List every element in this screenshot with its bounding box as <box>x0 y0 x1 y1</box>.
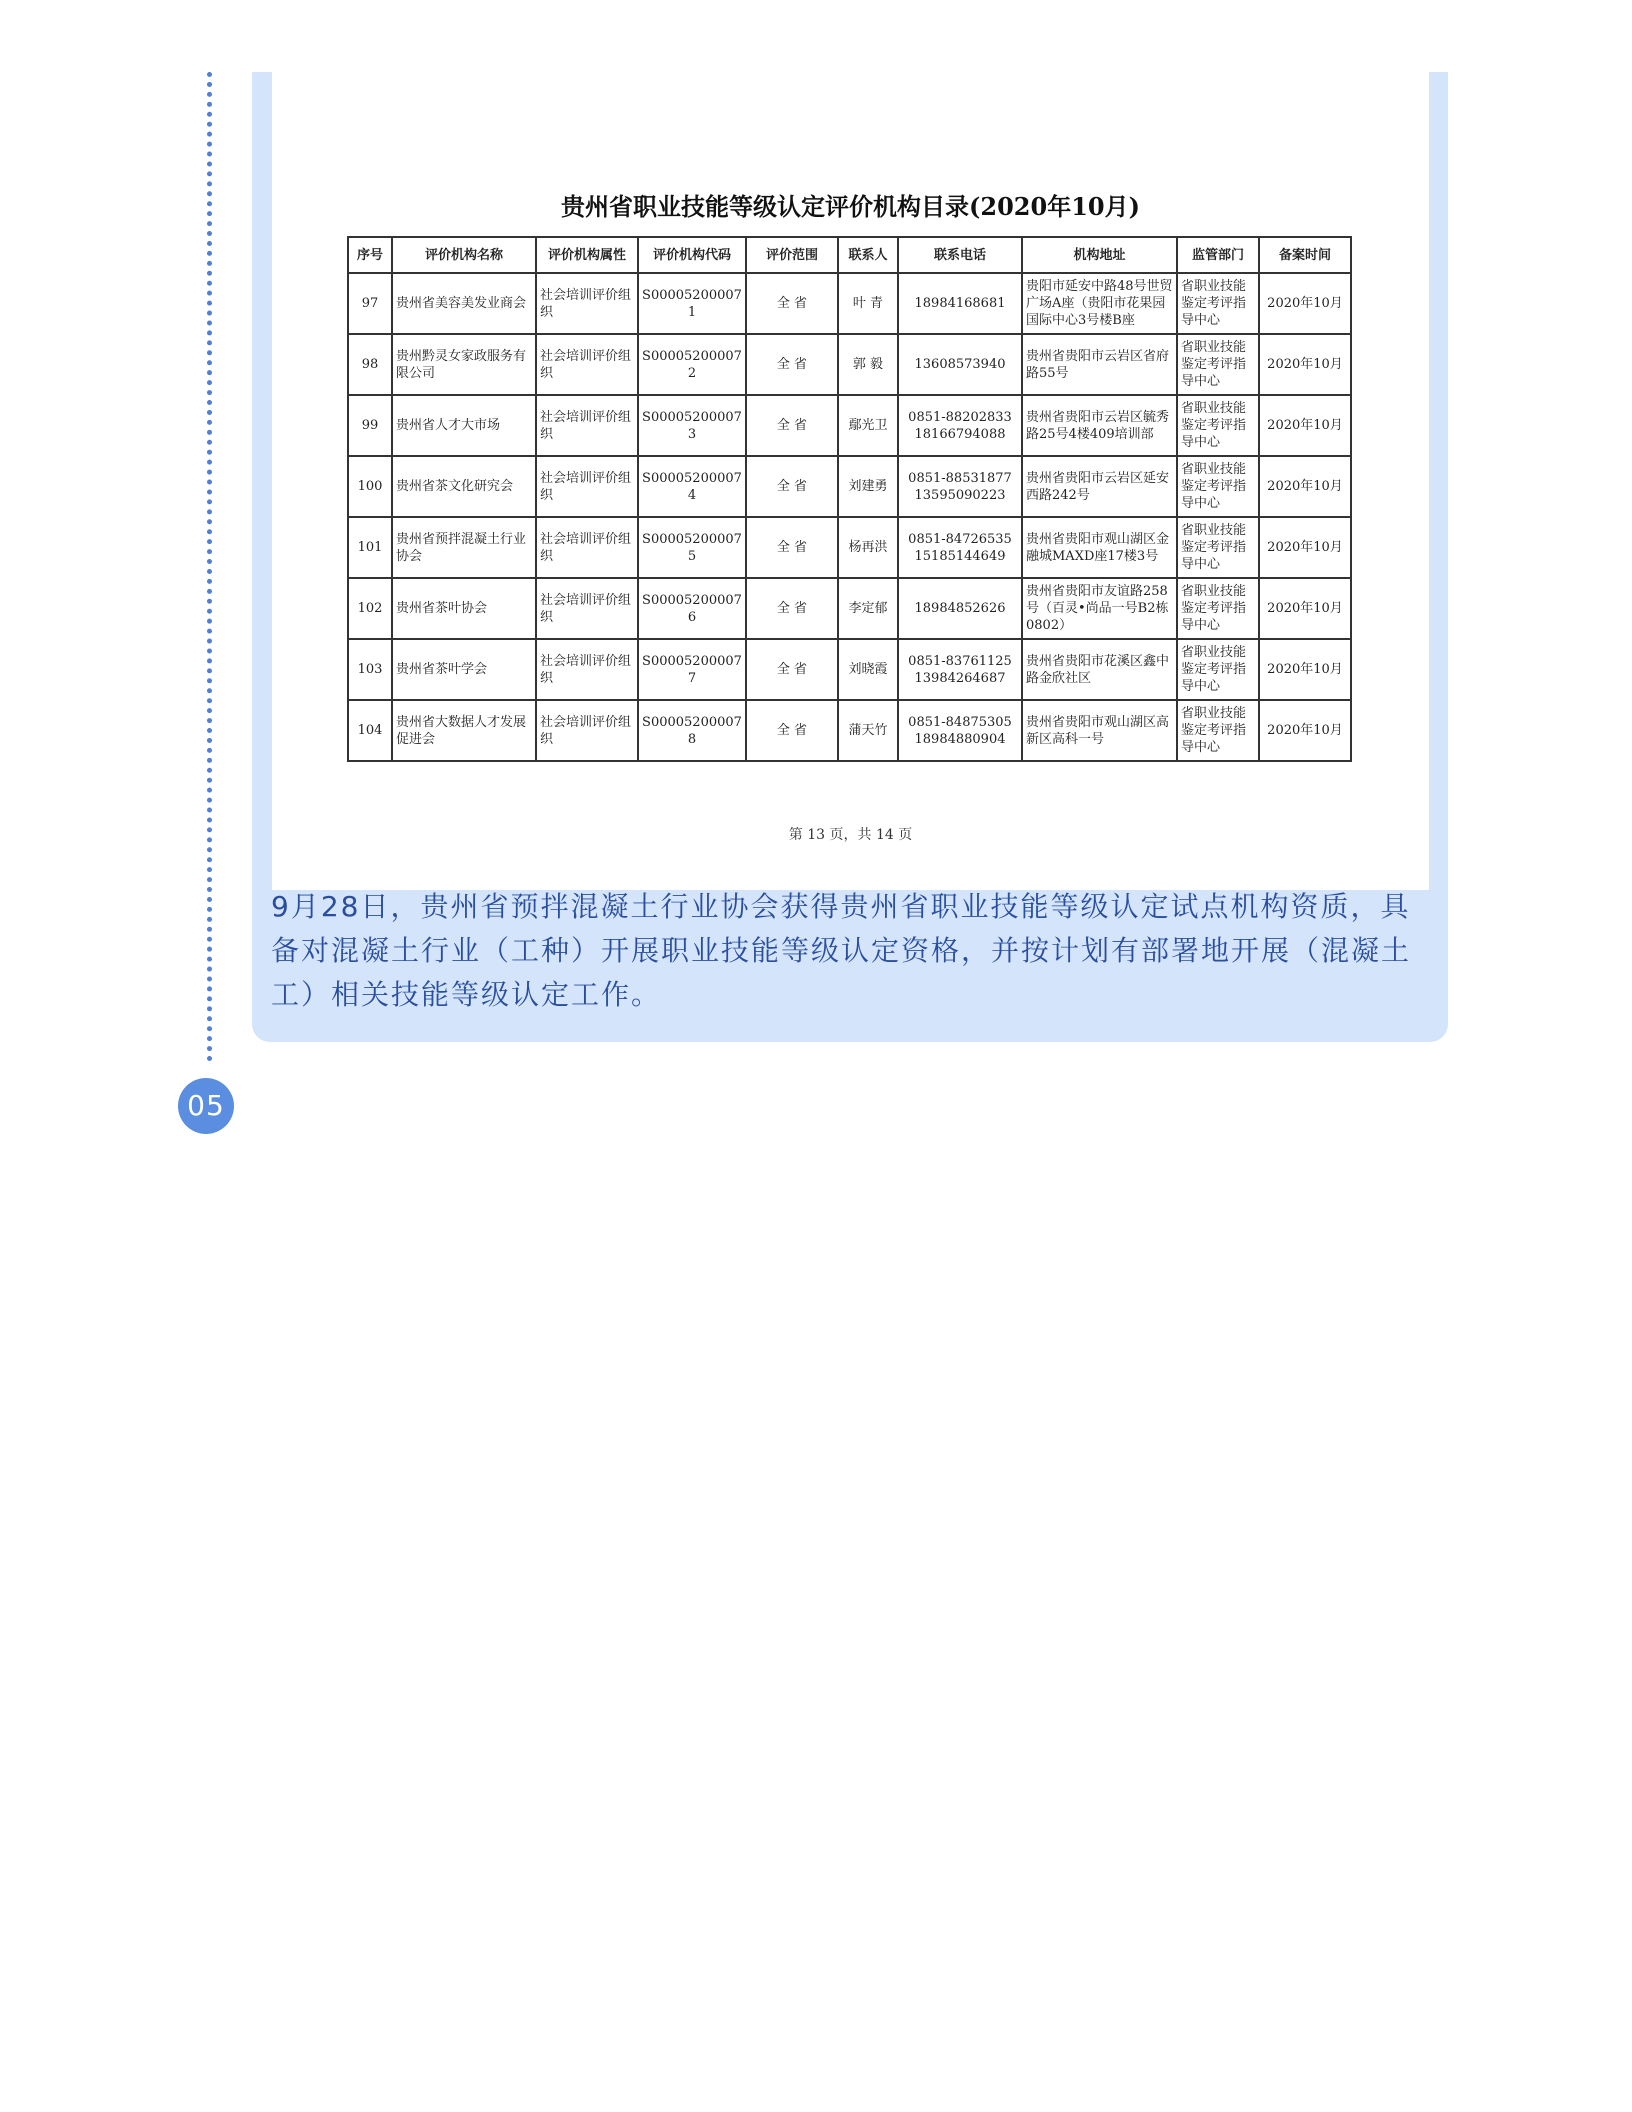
cell-name: 贵州省人才大市场 <box>392 395 536 456</box>
cell-code: S000052000075 <box>638 517 746 578</box>
cell-contact: 鄢光卫 <box>838 395 898 456</box>
cell-name: 贵州省美容美发业商会 <box>392 273 536 334</box>
cell-contact: 郭 毅 <box>838 334 898 395</box>
cell-name: 贵州黔灵女家政服务有限公司 <box>392 334 536 395</box>
timeline-dotted-line <box>207 72 212 1062</box>
column-header: 监管部门 <box>1177 237 1259 273</box>
cell-dept: 省职业技能鉴定考评指导中心 <box>1177 395 1259 456</box>
cell-date: 2020年10月 <box>1259 517 1351 578</box>
cell-date: 2020年10月 <box>1259 700 1351 761</box>
cell-dept: 省职业技能鉴定考评指导中心 <box>1177 517 1259 578</box>
cell-name: 贵州省茶叶学会 <box>392 639 536 700</box>
cell-code: S000052000073 <box>638 395 746 456</box>
cell-date: 2020年10月 <box>1259 639 1351 700</box>
cell-type: 社会培训评价组织 <box>536 639 638 700</box>
cell-phone: 18984852626 <box>898 578 1022 639</box>
content-card <box>252 72 1448 1042</box>
cell-type: 社会培训评价组织 <box>536 700 638 761</box>
caption-text: 9月28日，贵州省预拌混凝土行业协会获得贵州省职业技能等级认定试点机构资质，具备对混凝土行业（工种）开展职业技能等级认定资格，并按计划有部署地开展（混凝土工）相关技能等级认定工作。 <box>271 890 1412 1011</box>
cell-phone: 0851-83761125 13984264687 <box>898 639 1022 700</box>
cell-no: 104 <box>348 700 392 761</box>
cell-address: 贵州省贵阳市友谊路258号（百灵•尚品一号B2栋0802） <box>1022 578 1177 639</box>
cell-date: 2020年10月 <box>1259 578 1351 639</box>
column-header: 联系电话 <box>898 237 1022 273</box>
column-header: 评价机构属性 <box>536 237 638 273</box>
cell-dept: 省职业技能鉴定考评指导中心 <box>1177 639 1259 700</box>
cell-address: 贵阳市延安中路48号世贸广场A座（贵阳市花果园国际中心3号楼B座 <box>1022 273 1177 334</box>
column-header: 机构地址 <box>1022 237 1177 273</box>
cell-scope: 全 省 <box>746 273 838 334</box>
table-header-row <box>348 237 1351 273</box>
cell-scope: 全 省 <box>746 517 838 578</box>
column-header: 评价范围 <box>746 237 838 273</box>
cell-contact: 杨再洪 <box>838 517 898 578</box>
cell-type: 社会培训评价组织 <box>536 334 638 395</box>
section-number-badge: 05 <box>178 1078 234 1134</box>
cell-type: 社会培训评价组织 <box>536 578 638 639</box>
cell-dept: 省职业技能鉴定考评指导中心 <box>1177 700 1259 761</box>
cell-name: 贵州省预拌混凝土行业协会 <box>392 517 536 578</box>
table-row <box>348 517 1351 578</box>
cell-no: 103 <box>348 639 392 700</box>
table-row <box>348 456 1351 517</box>
cell-phone: 18984168681 <box>898 273 1022 334</box>
cell-scope: 全 省 <box>746 700 838 761</box>
cell-contact: 叶 青 <box>838 273 898 334</box>
cell-phone: 0851-88531877 13595090223 <box>898 456 1022 517</box>
table-row <box>348 334 1351 395</box>
cell-address: 贵州省贵阳市观山湖区金融城MAXD座17楼3号 <box>1022 517 1177 578</box>
cell-code: S000052000071 <box>638 273 746 334</box>
column-header: 备案时间 <box>1259 237 1351 273</box>
cell-date: 2020年10月 <box>1259 395 1351 456</box>
cell-no: 98 <box>348 334 392 395</box>
cell-no: 97 <box>348 273 392 334</box>
cell-code: S000052000077 <box>638 639 746 700</box>
table-row <box>348 639 1351 700</box>
cell-no: 99 <box>348 395 392 456</box>
cell-dept: 省职业技能鉴定考评指导中心 <box>1177 334 1259 395</box>
registry-table <box>347 236 1352 762</box>
cell-scope: 全 省 <box>746 578 838 639</box>
cell-address: 贵州省贵阳市观山湖区高新区高科一号 <box>1022 700 1177 761</box>
cell-no: 100 <box>348 456 392 517</box>
cell-dept: 省职业技能鉴定考评指导中心 <box>1177 456 1259 517</box>
cell-contact: 刘晓霞 <box>838 639 898 700</box>
cell-scope: 全 省 <box>746 639 838 700</box>
cell-scope: 全 省 <box>746 334 838 395</box>
cell-code: S000052000078 <box>638 700 746 761</box>
document-title: 贵州省职业技能等级认定评价机构目录(2020年10月) <box>561 192 1140 221</box>
cell-scope: 全 省 <box>746 395 838 456</box>
cell-code: S000052000074 <box>638 456 746 517</box>
column-header: 评价机构名称 <box>392 237 536 273</box>
table-row <box>348 578 1351 639</box>
page-number-footer: 第 13 页，共 14 页 <box>788 827 913 843</box>
cell-contact: 李定郁 <box>838 578 898 639</box>
cell-name: 贵州省茶文化研究会 <box>392 456 536 517</box>
cell-code: S000052000076 <box>638 578 746 639</box>
column-header: 联系人 <box>838 237 898 273</box>
cell-code: S000052000072 <box>638 334 746 395</box>
cell-no: 101 <box>348 517 392 578</box>
table-row <box>348 700 1351 761</box>
cell-contact: 刘建勇 <box>838 456 898 517</box>
cell-phone: 13608573940 <box>898 334 1022 395</box>
cell-dept: 省职业技能鉴定考评指导中心 <box>1177 578 1259 639</box>
cell-address: 贵州省贵阳市云岩区毓秀路25号4楼409培训部 <box>1022 395 1177 456</box>
cell-contact: 蒲天竹 <box>838 700 898 761</box>
cell-date: 2020年10月 <box>1259 456 1351 517</box>
column-header: 序号 <box>348 237 392 273</box>
cell-date: 2020年10月 <box>1259 273 1351 334</box>
document-scan <box>272 72 1429 890</box>
column-header: 评价机构代码 <box>638 237 746 273</box>
table-row <box>348 273 1351 334</box>
cell-type: 社会培训评价组织 <box>536 456 638 517</box>
cell-type: 社会培训评价组织 <box>536 395 638 456</box>
cell-name: 贵州省茶叶协会 <box>392 578 536 639</box>
cell-phone: 0851-88202833 18166794088 <box>898 395 1022 456</box>
cell-address: 贵州省贵阳市云岩区省府路55号 <box>1022 334 1177 395</box>
cell-dept: 省职业技能鉴定考评指导中心 <box>1177 273 1259 334</box>
cell-address: 贵州省贵阳市花溪区鑫中路金欣社区 <box>1022 639 1177 700</box>
cell-address: 贵州省贵阳市云岩区延安西路242号 <box>1022 456 1177 517</box>
cell-phone: 0851-84726535 15185144649 <box>898 517 1022 578</box>
cell-name: 贵州省大数据人才发展促进会 <box>392 700 536 761</box>
cell-type: 社会培训评价组织 <box>536 273 638 334</box>
cell-date: 2020年10月 <box>1259 334 1351 395</box>
cell-scope: 全 省 <box>746 456 838 517</box>
cell-no: 102 <box>348 578 392 639</box>
cell-phone: 0851-84875305 18984880904 <box>898 700 1022 761</box>
cell-type: 社会培训评价组织 <box>536 517 638 578</box>
table-row <box>348 395 1351 456</box>
